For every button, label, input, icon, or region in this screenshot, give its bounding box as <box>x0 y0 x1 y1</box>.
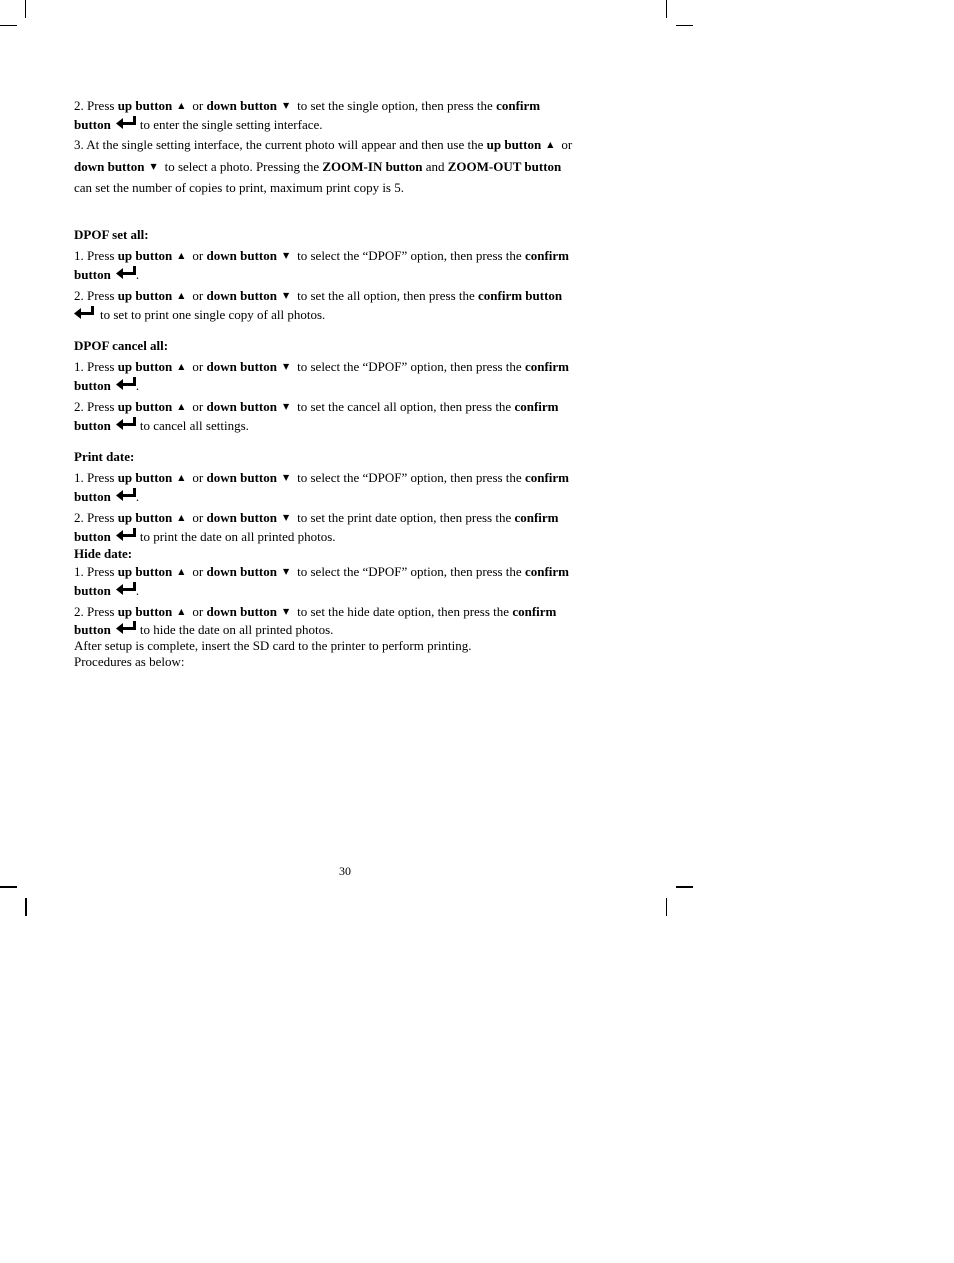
text: or <box>192 98 204 113</box>
down-button-label: down button <box>206 98 277 113</box>
closing-line-1: After setup is complete, insert the SD card to the printer to perform printing. <box>74 638 472 653</box>
crop-mark-bottom-right-horizontal <box>676 886 693 888</box>
text: Press <box>87 248 115 263</box>
crop-mark-top-left-vertical <box>25 0 26 18</box>
triangle-up-icon: ▲ <box>178 362 185 371</box>
text: to set the all option, then press the <box>297 288 475 303</box>
text: Press <box>87 98 115 113</box>
cancel-all-step-1-line-2 <box>74 376 634 395</box>
text: to set the print date option, then press the <box>297 510 512 525</box>
enter-return-icon <box>116 488 136 502</box>
text: Press <box>87 288 115 303</box>
enter-return-icon <box>116 528 136 542</box>
hide-date-step-1-line-1 <box>74 562 634 581</box>
cancel-all-step-1-line-1 <box>74 357 634 376</box>
triangle-up-icon: ▲ <box>178 101 185 110</box>
text: to set the single option, then press the <box>297 98 493 113</box>
up-button-label: up button <box>117 359 173 374</box>
confirm-button-label: confirm button <box>478 288 563 303</box>
cancel-all-step-2-line-2 <box>74 416 634 435</box>
text: Press <box>87 359 115 374</box>
up-button-label: up button <box>117 98 173 113</box>
single-step-2-line-1 <box>74 96 634 115</box>
confirm-label: confirm <box>512 604 557 619</box>
crop-mark-top-left-horizontal <box>0 25 17 26</box>
triangle-down-icon: ▼ <box>282 291 290 300</box>
print-date-step-1-line-1 <box>74 468 634 487</box>
confirm-label: confirm <box>514 399 559 414</box>
text: to select the “DPOF” option, then press the <box>297 359 522 374</box>
enter-return-icon <box>116 377 136 391</box>
down-button-label: down button <box>206 604 277 619</box>
up-button-label: up button <box>117 564 173 579</box>
up-button-label: up button <box>117 288 173 303</box>
print-date-step-1-line-2 <box>74 487 634 506</box>
section-heading-print-date: Print date: <box>74 449 135 464</box>
enter-return-icon <box>116 266 136 280</box>
text: to cancel all settings. <box>139 418 249 433</box>
up-button-label: up button <box>117 470 173 485</box>
text: At the single setting interface, the current photo will appear and then use the <box>86 137 484 152</box>
confirm-label: confirm <box>524 359 569 374</box>
set-all-step-1-line-2 <box>74 265 634 284</box>
text: Press <box>87 470 115 485</box>
print-date-step-2-line-2 <box>74 527 634 546</box>
text: Press <box>87 510 115 525</box>
triangle-down-icon: ▼ <box>282 101 290 110</box>
text: and <box>425 159 445 174</box>
text: to set to print one single copy of all photos. <box>100 307 326 322</box>
crop-mark-bottom-left-horizontal <box>0 886 17 888</box>
confirm-label: confirm <box>524 470 569 485</box>
text: or <box>192 564 204 579</box>
down-button-label: down button <box>206 510 277 525</box>
up-button-label: up button <box>117 510 173 525</box>
button-label: button <box>74 622 111 637</box>
page-number: 30 <box>339 864 351 878</box>
step-number: 2. <box>74 604 84 619</box>
crop-mark-bottom-left-vertical <box>25 898 27 916</box>
step-number: 1. <box>74 564 84 579</box>
triangle-down-icon: ▼ <box>282 607 290 616</box>
button-label: button <box>74 418 111 433</box>
down-button-label: down button <box>206 248 277 263</box>
crop-mark-bottom-right-vertical <box>666 898 667 916</box>
down-button-label: down button <box>206 359 277 374</box>
single-step-2-line-2 <box>74 115 634 134</box>
button-label: button <box>74 378 111 393</box>
triangle-up-icon: ▲ <box>178 251 185 260</box>
text: or <box>192 399 204 414</box>
step-number: 2. <box>74 510 84 525</box>
enter-return-icon <box>74 306 94 320</box>
step-number: 2. <box>74 98 84 113</box>
step-number: 2. <box>74 399 84 414</box>
zoom-in-button-label: ZOOM-IN button <box>322 159 423 174</box>
text: to select a photo. Pressing the <box>164 159 320 174</box>
enter-return-icon <box>116 582 136 596</box>
triangle-up-icon: ▲ <box>178 473 185 482</box>
triangle-up-icon: ▲ <box>178 291 185 300</box>
confirm-label: confirm <box>496 98 541 113</box>
text: or <box>192 510 204 525</box>
up-button-label: up button <box>486 137 542 152</box>
zoom-out-button-label: ZOOM-OUT button <box>447 159 562 174</box>
text: or <box>192 288 204 303</box>
step-number: 1. <box>74 470 84 485</box>
up-button-label: up button <box>117 248 173 263</box>
text: or <box>192 604 204 619</box>
single-step-3-line-1 <box>74 134 634 156</box>
triangle-up-icon: ▲ <box>178 513 185 522</box>
button-label: button <box>74 529 111 544</box>
confirm-label: confirm <box>514 510 559 525</box>
print-date-step-2-line-1 <box>74 508 634 527</box>
text: or <box>192 470 204 485</box>
section-heading-hide-date: Hide date: <box>74 546 133 561</box>
triangle-up-icon: ▲ <box>178 402 185 411</box>
down-button-label: down button <box>74 159 145 174</box>
hide-date-step-1-line-2 <box>74 581 634 600</box>
triangle-up-icon: ▲ <box>178 567 185 576</box>
triangle-up-icon: ▲ <box>547 140 554 149</box>
text: Press <box>87 564 115 579</box>
down-button-label: down button <box>206 399 277 414</box>
text: . <box>135 378 140 393</box>
text: to select the “DPOF” option, then press the <box>297 564 522 579</box>
step-number: 3. <box>74 137 84 152</box>
text: or <box>561 137 573 152</box>
text: to enter the single setting interface. <box>139 117 323 132</box>
triangle-down-icon: ▼ <box>282 513 290 522</box>
step-number: 1. <box>74 248 84 263</box>
button-label: button <box>74 583 111 598</box>
text: to set the cancel all option, then press the <box>297 399 512 414</box>
triangle-up-icon: ▲ <box>178 607 185 616</box>
set-all-step-1-line-1 <box>74 246 634 265</box>
text: Press <box>87 604 115 619</box>
button-label: button <box>74 489 111 504</box>
text: Press <box>87 399 115 414</box>
section-heading-dpof-cancel-all: DPOF cancel all: <box>74 338 169 353</box>
up-button-label: up button <box>117 399 173 414</box>
step-number: 2. <box>74 288 84 303</box>
triangle-down-icon: ▼ <box>282 473 290 482</box>
hide-date-step-2-line-1 <box>74 602 634 621</box>
crop-mark-top-right-vertical <box>666 0 667 18</box>
manual-page <box>74 96 634 670</box>
cancel-all-step-2-line-1 <box>74 397 634 416</box>
closing-line-2: Procedures as below: <box>74 654 185 669</box>
crop-mark-top-right-horizontal <box>676 25 693 26</box>
text: to hide the date on all printed photos. <box>139 622 334 637</box>
button-label: button <box>74 267 111 282</box>
section-heading-dpof-set-all: DPOF set all: <box>74 227 149 242</box>
enter-return-icon <box>116 116 136 130</box>
hide-date-step-2-line-2 <box>74 621 634 638</box>
triangle-down-icon: ▼ <box>282 402 290 411</box>
down-button-label: down button <box>206 470 277 485</box>
confirm-label: confirm <box>524 564 569 579</box>
text: can set the number of copies to print, maximum print copy is 5. <box>74 180 404 195</box>
set-all-step-2-line-2 <box>74 305 634 324</box>
confirm-label: confirm <box>524 248 569 263</box>
single-step-3-line-3 <box>74 178 634 197</box>
text: . <box>135 583 140 598</box>
single-step-3-line-2 <box>74 156 634 178</box>
up-button-label: up button <box>117 604 173 619</box>
down-button-label: down button <box>206 564 277 579</box>
set-all-step-2-line-1 <box>74 286 634 305</box>
text: or <box>192 248 204 263</box>
text: to print the date on all printed photos. <box>139 529 336 544</box>
button-label: button <box>74 117 111 132</box>
enter-return-icon <box>116 621 136 635</box>
triangle-down-icon: ▼ <box>282 251 290 260</box>
triangle-down-icon: ▼ <box>282 362 290 371</box>
text: . <box>135 267 140 282</box>
text: to select the “DPOF” option, then press the <box>297 470 522 485</box>
enter-return-icon <box>116 417 136 431</box>
text: or <box>192 359 204 374</box>
text: to set the hide date option, then press the <box>297 604 510 619</box>
step-number: 1. <box>74 359 84 374</box>
text: to select the “DPOF” option, then press the <box>297 248 522 263</box>
triangle-down-icon: ▼ <box>282 567 290 576</box>
down-button-label: down button <box>206 288 277 303</box>
triangle-down-icon: ▼ <box>150 162 157 171</box>
text: . <box>135 489 140 504</box>
